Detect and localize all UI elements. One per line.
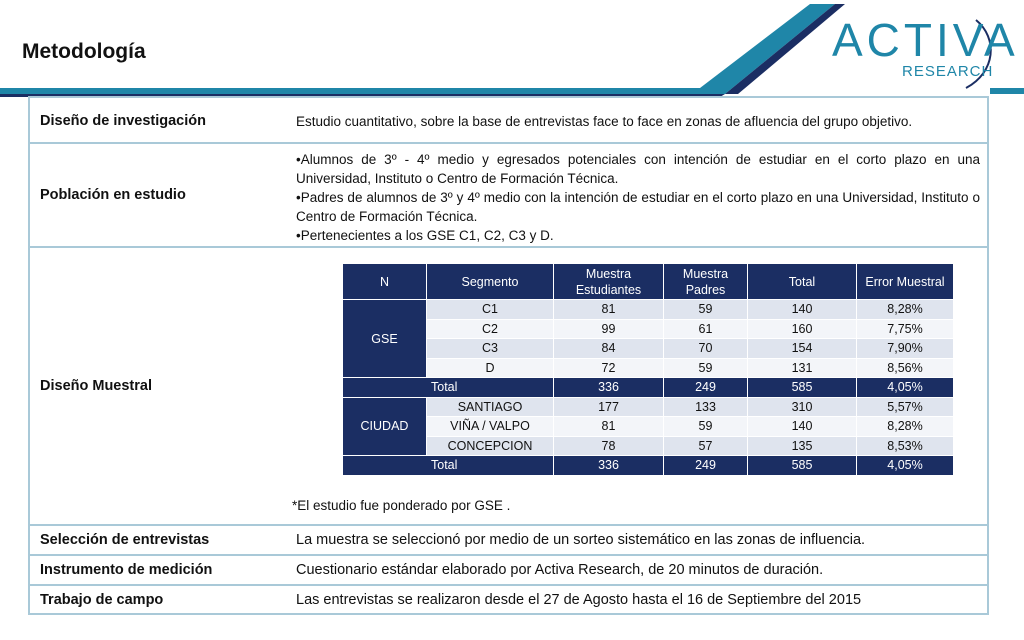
- row-poblacion: [30, 144, 987, 248]
- table-cell: 78: [554, 436, 664, 456]
- table-cell: VIÑA / VALPO: [427, 417, 554, 437]
- column-header: Error Muestral: [857, 264, 954, 300]
- table-cell: 57: [664, 436, 748, 456]
- column-header: Segmento: [427, 264, 554, 300]
- table-row: [343, 397, 954, 417]
- table-cell: 8,56%: [857, 358, 954, 378]
- table-cell: 336: [554, 456, 664, 476]
- table-cell: 81: [554, 417, 664, 437]
- table-cell: 72: [554, 358, 664, 378]
- table-row: [343, 417, 954, 437]
- table-cell: 8,28%: [857, 417, 954, 437]
- table-cell: 336: [554, 378, 664, 398]
- row-text: Estudio cuantitativo, sobre la base de entrevistas face to face en zonas de afluencia del grupo objetivo.: [296, 114, 913, 129]
- column-header: Muestra Estudiantes: [554, 264, 664, 300]
- row-label: Población en estudio: [40, 187, 186, 203]
- table-cell: C3: [427, 339, 554, 359]
- row-trabajo: [30, 586, 987, 615]
- table-header-row: [343, 264, 954, 300]
- table-cell: 8,53%: [857, 436, 954, 456]
- table-cell: 177: [554, 397, 664, 417]
- list-item: •Pertenecientes a los GSE C1, C2, C3 y D.: [296, 228, 554, 243]
- list-item: •Alumnos de 3º - 4º medio y egresados potenciales con intención de estudiar en el corto plazo en una Universidad, Instituto o Centro de Formación Técnica.: [296, 152, 980, 186]
- table-row: [343, 358, 954, 378]
- table-cell: 59: [664, 300, 748, 320]
- logo-main-text: ACTIVA: [832, 14, 1019, 66]
- table-cell: 4,05%: [857, 456, 954, 476]
- table-cell: 585: [748, 456, 857, 476]
- table-cell: 154: [748, 339, 857, 359]
- table-cell: 4,05%: [857, 378, 954, 398]
- table-cell: CONCEPCION: [427, 436, 554, 456]
- row-diseno-investigacion: [30, 98, 987, 144]
- table-total-row: [343, 378, 954, 398]
- table-row: [343, 300, 954, 320]
- bullet-list: [296, 150, 980, 245]
- row-instrumento: [30, 556, 987, 586]
- table-cell: 5,57%: [857, 397, 954, 417]
- row-label: Selección de entrevistas: [40, 532, 210, 548]
- row-text: Las entrevistas se realizaron desde el 27 de Agosto hasta el 16 de Septiembre del 2015: [296, 592, 862, 608]
- methodology-table: [28, 96, 989, 615]
- table-cell: 140: [748, 300, 857, 320]
- table-cell: C2: [427, 319, 554, 339]
- list-item: •Padres de alumnos de 3º y 4º medio con la intención de estudiar en el corto plazo en una Universidad, Instituto o Centro de Formación Técnica.: [296, 190, 980, 224]
- table-cell: 59: [664, 417, 748, 437]
- table-row: [343, 339, 954, 359]
- row-label: Trabajo de campo: [40, 592, 164, 608]
- group-label: GSE: [343, 300, 427, 378]
- total-label: Total: [343, 378, 554, 398]
- table-cell: 81: [554, 300, 664, 320]
- table-cell: 140: [748, 417, 857, 437]
- table-row: [343, 436, 954, 456]
- group-label: CIUDAD: [343, 397, 427, 456]
- table-cell: 61: [664, 319, 748, 339]
- table-cell: C1: [427, 300, 554, 320]
- row-label: Diseño de investigación: [40, 113, 206, 129]
- sample-table: [342, 263, 954, 476]
- row-label: Instrumento de medición: [40, 562, 213, 578]
- column-header: Muestra Padres: [664, 264, 748, 300]
- table-cell: 310: [748, 397, 857, 417]
- total-label: Total: [343, 456, 554, 476]
- logo-sub-text: RESEARCH: [902, 63, 994, 80]
- column-header: N: [343, 264, 427, 300]
- table-cell: 249: [664, 456, 748, 476]
- weighting-note: *El estudio fue ponderado por GSE .: [292, 498, 511, 513]
- row-text: Cuestionario estándar elaborado por Activa Research, de 20 minutos de duración.: [296, 562, 824, 578]
- row-label: Diseño Muestral: [40, 378, 152, 394]
- table-cell: 135: [748, 436, 857, 456]
- table-cell: 160: [748, 319, 857, 339]
- page-title: Metodología: [22, 40, 146, 63]
- table-cell: 59: [664, 358, 748, 378]
- table-cell: 131: [748, 358, 857, 378]
- table-cell: 99: [554, 319, 664, 339]
- table-cell: 7,90%: [857, 339, 954, 359]
- table-cell: SANTIAGO: [427, 397, 554, 417]
- table-cell: 84: [554, 339, 664, 359]
- table-cell: 585: [748, 378, 857, 398]
- row-text: La muestra se seleccionó por medio de un sorteo sistemático en las zonas de influencia.: [296, 532, 866, 548]
- table-cell: 70: [664, 339, 748, 359]
- table-row: [343, 319, 954, 339]
- table-cell: 8,28%: [857, 300, 954, 320]
- table-cell: 7,75%: [857, 319, 954, 339]
- table-total-row: [343, 456, 954, 476]
- table-cell: 133: [664, 397, 748, 417]
- column-header: Total: [748, 264, 857, 300]
- row-seleccion: [30, 526, 987, 556]
- table-cell: D: [427, 358, 554, 378]
- activa-research-logo: [826, 10, 1019, 90]
- table-cell: 249: [664, 378, 748, 398]
